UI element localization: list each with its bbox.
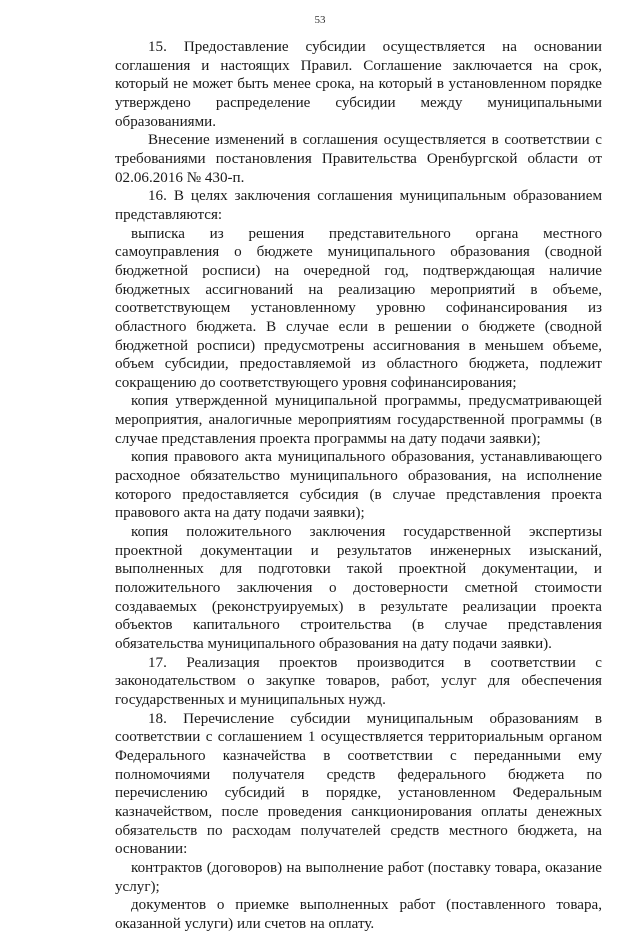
page-number: 53	[314, 14, 326, 26]
paragraph-16: 16. В целях заключения соглашения муниципальным образованием представляются:	[115, 188, 602, 223]
list-item-budget-extract: выписка из решения представительного органа местного самоуправления о бюджете муниципального образования (сводной бюджетной росписи) на очередной год, подтверждающая наличие бюджетных ассигнований на реализацию мероприятий в объеме, соответствующем установленному уровню софинансирования из областного бюджета. В случае если в решении о бюджете (сводной бюджетной росписи) предусмотрены ассигнования в меньшем объеме, объем субсидии, предоставляемой из областного бюджета, подлежит сокращению до соответствующего уровня софинансирования;	[115, 225, 602, 391]
paragraph-15: 15. Предоставление субсидии осуществляется на основании соглашения и настоящих Правил. Соглашение заключается на срок, который не может быть менее срока, на который в установленном порядке утверждено распределение субсидии между муниципальными образованиями.	[115, 39, 602, 130]
list-item-contracts: контрактов (договоров) на выполнение работ (поставку товара, оказание услуг);	[115, 859, 602, 895]
paragraph-18: 18. Перечисление субсидии муниципальным образованиям в соответствии с соглашением 1 осуществляется территориальным органом Федерального казначейства в соответствии с переданными ему полномочиями получателя средств федерального бюджета по перечислению субсидий в порядке, установленном Федеральным казначейством, после проведения санкционирования оплаты денежных обязательств по расходам получателей средств местного бюджета, на основании:	[115, 710, 602, 858]
paragraph-amendments: Внесение изменений в соглашения осуществляется в соответствии с требованиями постановления Правительства Оренбургской области от 02.06.2016 № 430-п.	[115, 132, 602, 186]
list-item-acceptance-documents: документов о приемке выполненных работ (поставленного товара, оказанной услуги) или счетов на оплату.	[115, 897, 602, 932]
paragraph-17: 17. Реализация проектов производится в соответствии с законодательством о закупке товаров, работ, услуг для обеспечения государственных и муниципальных нужд.	[115, 654, 602, 708]
document-body	[115, 38, 602, 934]
list-item-program-copy: копия утвержденной муниципальной программы, предусматривающей мероприятия, аналогичные мероприятиям государственной программы (в случае представления проекта программы на дату подачи заявки);	[115, 393, 602, 447]
list-item-legal-act-copy: копия правового акта муниципального образования, устанавливающего расходное обязательство муниципального образования, на исполнение которого предоставляется субсидия (в случае представления проекта правового акта на дату подачи заявки);	[115, 449, 602, 522]
list-item-expertise-copy: копия положительного заключения государственной экспертизы проектной документации и результатов инженерных изысканий, выполненных для подготовки такой проектной документации, и положительного заключения о достоверности сметной стоимости создаваемых (реконструируемых) в результате реализации проекта объектов капитального строительства (в случае представления обязательства муниципального образования на дату подачи заявки).	[115, 524, 602, 652]
